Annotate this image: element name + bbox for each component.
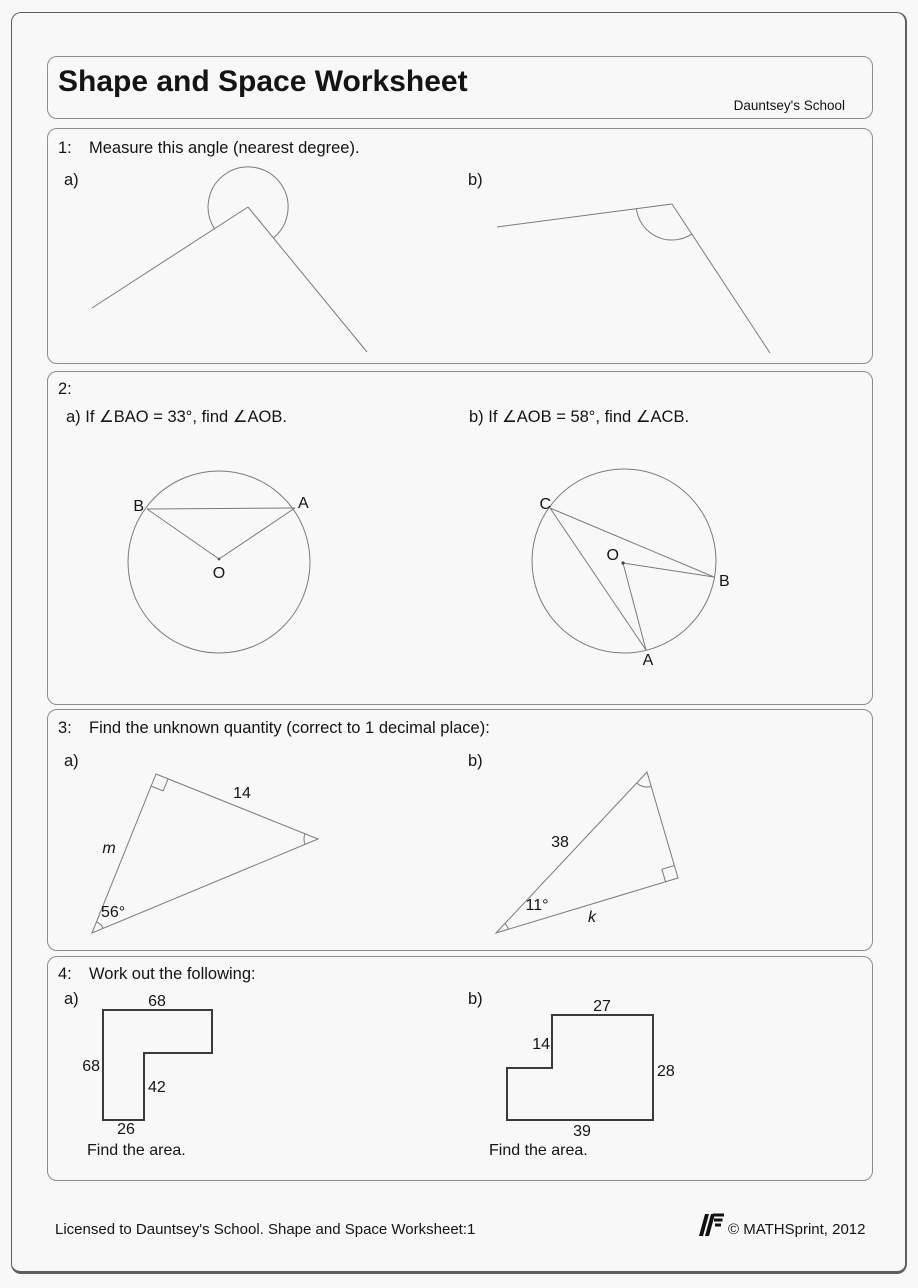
q3b-label-side: 38 <box>551 834 569 851</box>
q3-part-b-label: b) <box>468 752 483 770</box>
q2a-label-O: O <box>212 565 226 582</box>
question4-prompt: Work out the following: <box>89 965 256 983</box>
q1a-ray-right <box>248 207 367 352</box>
q1b-ray-left <box>497 204 672 227</box>
q1b-ray-down <box>672 204 770 353</box>
question4-number: 4: <box>58 965 72 983</box>
q3b-top-vertex-arc <box>637 783 652 787</box>
q2b-label-C: C <box>539 496 551 513</box>
q4a-caption: Find the area. <box>87 1142 186 1159</box>
q4b-label-top: 27 <box>593 998 611 1015</box>
q3b-triangle-figure <box>460 740 740 940</box>
q2-part-a-text: a) If ∠BAO = 33°, find ∠AOB. <box>66 408 287 426</box>
q3a-56deg-arc <box>97 922 104 929</box>
q4a-l-shape <box>103 1010 212 1120</box>
q3a-triangle-figure <box>60 740 360 940</box>
q2a-label-B: B <box>133 498 144 515</box>
logo-stripe-3 <box>715 1224 721 1227</box>
q2b-radius-OB <box>623 563 714 577</box>
q4b-label-bottom: 39 <box>573 1123 591 1140</box>
q2b-label-O: O <box>606 547 619 564</box>
q4-part-b-label: b) <box>468 990 483 1008</box>
q3a-triangle <box>92 774 318 933</box>
q2b-circle-figure <box>490 440 770 700</box>
q2b-center-dot <box>621 561 624 564</box>
q4b-label-left: 14 <box>532 1036 550 1053</box>
q4b-step-shape <box>507 1015 653 1120</box>
q1-part-a-label: a) <box>64 171 79 189</box>
question3-prompt: Find the unknown quantity (correct to 1 decimal place): <box>89 719 490 737</box>
logo-stripe-1 <box>713 1214 724 1217</box>
question3-number: 3: <box>58 719 72 737</box>
q3b-triangle <box>496 772 678 933</box>
q4b-caption: Find the area. <box>489 1142 588 1159</box>
q4a-label-inner: 42 <box>148 1079 166 1096</box>
q2a-center-dot <box>218 558 221 561</box>
q3a-label-angle: 56° <box>101 904 126 921</box>
q4a-label-top: 68 <box>148 993 166 1010</box>
q2a-radius-BO <box>147 509 219 559</box>
q1-part-b-label: b) <box>468 171 483 189</box>
q1a-angle-figure <box>60 160 400 360</box>
q2a-circle <box>128 471 310 653</box>
question3-header <box>58 719 490 738</box>
title-box <box>47 56 873 119</box>
q2a-chord-BA <box>147 508 295 509</box>
q3b-label-k: k <box>588 909 596 926</box>
q2a-circle-figure <box>100 440 360 690</box>
q4b-label-right: 28 <box>657 1063 675 1080</box>
q3b-label-angle: 11° <box>525 897 549 914</box>
q1b-angle-figure <box>440 160 840 360</box>
q2-part-b-text: b) If ∠AOB = 58°, find ∠ACB. <box>469 408 690 426</box>
q4a-label-left: 68 <box>82 1058 100 1075</box>
question1-header <box>58 139 360 158</box>
q3-part-a-label: a) <box>64 752 79 770</box>
q1b-angle-arc <box>636 209 692 240</box>
q2b-circle <box>532 469 716 653</box>
q3a-label-hyp: 14 <box>233 785 251 802</box>
q2a-label-A: A <box>298 495 309 512</box>
q4-part-a-label: a) <box>64 990 79 1008</box>
logo-stripe-2 <box>714 1219 723 1222</box>
q2b-chord-CA <box>550 508 646 650</box>
copyright-text: © MATHSprint, 2012 <box>728 1221 866 1238</box>
q3a-right-vertex-arc <box>304 834 305 845</box>
mathsprint-logo <box>697 1210 725 1238</box>
license-text: Licensed to Dauntsey's School. Shape and Space Worksheet:1 <box>55 1221 476 1238</box>
q2b-radius-OA <box>623 563 646 650</box>
page-title: Shape and Space Worksheet <box>58 65 468 98</box>
school-name: Dauntsey's School <box>733 98 845 113</box>
q1a-ray-left <box>92 207 248 308</box>
question1-prompt: Measure this angle (nearest degree). <box>89 139 360 157</box>
q4a-shape-figure <box>60 985 320 1165</box>
q2b-label-B: B <box>719 573 730 590</box>
q1a-reflex-arc <box>208 167 288 238</box>
question4-header <box>58 965 256 984</box>
q2a-radius-AO <box>219 508 295 559</box>
q4b-shape-figure <box>460 985 730 1165</box>
q3b-11deg-arc <box>505 924 509 930</box>
q4a-label-bottom: 26 <box>117 1121 135 1138</box>
q2b-chord-CB <box>550 508 714 577</box>
q2b-label-A: A <box>642 652 654 669</box>
question1-number: 1: <box>58 139 72 157</box>
question2-number: 2: <box>58 380 72 398</box>
q3a-label-m: m <box>102 840 116 857</box>
